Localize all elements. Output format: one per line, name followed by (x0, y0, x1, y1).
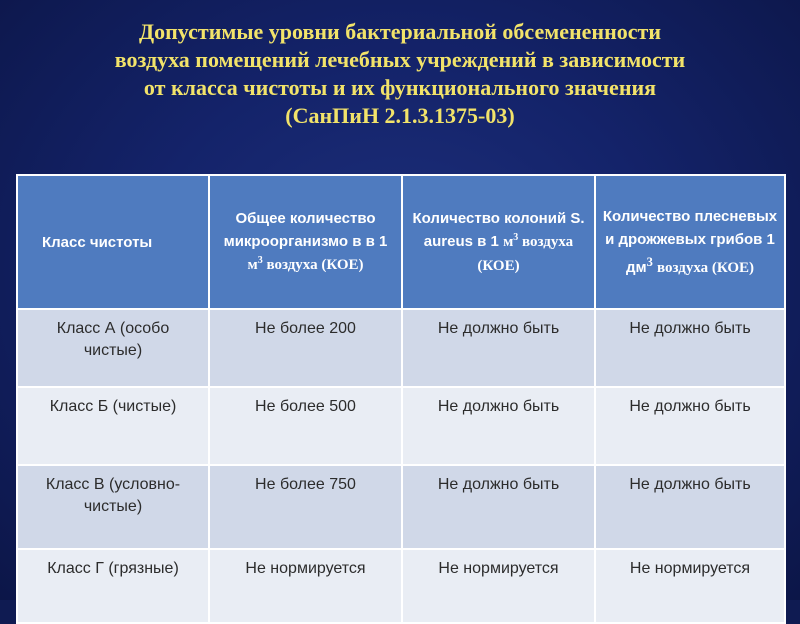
table-row (17, 309, 785, 387)
header-aureus-unit: м (503, 233, 514, 250)
header-s-aureus (402, 175, 595, 309)
table-row (17, 549, 785, 623)
cell-class: Класс А (особо чистые) (17, 309, 209, 387)
header-total-tail: воздуха (КОЕ) (266, 257, 364, 273)
title-line-2: воздуха помещений лечебных учреждений в зависимости (114, 47, 686, 72)
cell-total: Не нормируется (209, 549, 402, 623)
contamination-table (16, 174, 786, 624)
header-total-unit: м (247, 257, 258, 273)
cell-class: Класс Г (грязные) (17, 549, 209, 623)
cell-total: Не более 500 (209, 387, 402, 465)
title-line-1: Допустимые уровни бактериальной обсемененности (139, 19, 661, 44)
table-row (17, 387, 785, 465)
header-total-text: Общее количество микроорганизмо в в 1 (223, 210, 388, 250)
header-total-unit-group (247, 257, 363, 273)
header-fungi-sup: 3 (646, 254, 653, 269)
header-fungi-text: Количество плесневых и дрожжевых грибов 1 дм (602, 207, 778, 276)
header-fungi (595, 175, 785, 309)
header-total-microorganisms (209, 175, 402, 309)
table-header (17, 175, 785, 309)
table-row (17, 465, 785, 549)
cell-aureus: Не должно быть (402, 465, 595, 549)
cell-fungi: Не должно быть (595, 387, 785, 465)
cell-aureus: Не нормируется (402, 549, 595, 623)
header-total-sup: 3 (257, 255, 263, 266)
header-fungi-tail: воздуха (КОЕ) (656, 259, 755, 276)
cell-class: Класс В (условно-чистые) (17, 465, 209, 549)
header-aureus-tail: воздуха (КОЕ) (477, 233, 574, 274)
header-aureus-sup: 3 (513, 231, 519, 243)
cell-aureus: Не должно быть (402, 309, 595, 387)
title-line-3: от класса чистоты и их функционального значения (143, 75, 657, 100)
cell-fungi: Не должно быть (595, 465, 785, 549)
cell-aureus: Не должно быть (402, 387, 595, 465)
slide-title (40, 18, 760, 130)
header-aureus-text: Количество колоний S. aureus в 1 (412, 209, 585, 250)
cell-fungi: Не должно быть (595, 309, 785, 387)
cell-class: Класс Б (чистые) (17, 387, 209, 465)
table-body (17, 309, 785, 623)
title-line-4: (СанПиН 2.1.3.1375-03) (285, 103, 515, 128)
header-cleanliness-class: Класс чистоты (17, 175, 209, 309)
cell-fungi: Не нормируется (595, 549, 785, 623)
cell-total: Не более 200 (209, 309, 402, 387)
cell-total: Не более 750 (209, 465, 402, 549)
